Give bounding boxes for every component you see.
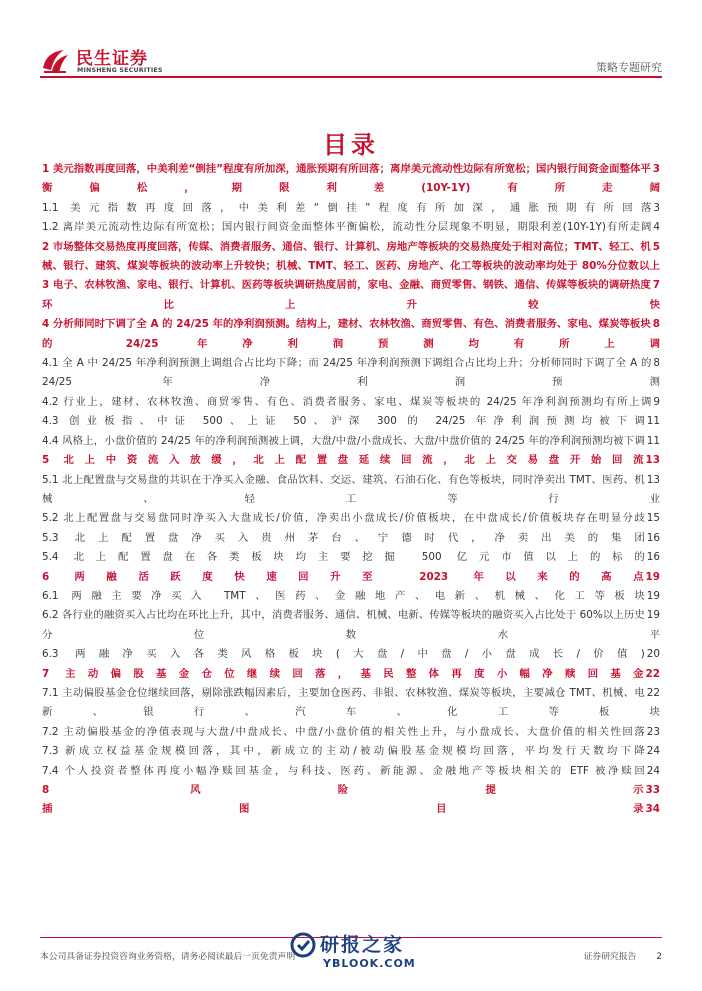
toc-entry-text: 7.2 主动偏股基金的净值表现与大盘/中盘成长、中盘/小盘价值的相关性上升，与小盘成长、大盘价值的相关性回落: [42, 725, 645, 738]
toc-entry-text: 3 电子、农林牧渔、家电、银行、计算机、医药等板块调研热度居前，家电、金融、商贸零售、钢铁、通信、传媒等板块的调研热度环比上升较快: [42, 279, 660, 311]
toc-entry-text: 7.1 主动偏股基金仓位继续回落，剔除涨跌幅因素后，主要加仓医药、非银、农林牧渔、煤炭等板块，主要减仓 TMT、机械、电新、银行、汽车、化工等板块: [42, 686, 660, 719]
footer-disclaimer: 本公司具备证券投资咨询业务资格，请务必阅读最后一页免责声明: [40, 952, 296, 962]
toc-entry-text: 4 分析师同时下调了全 A 的 24/25 年的净利润预测。结构上，建材、农林牧渔、商贸零售、有色、消费者服务、家电、煤炭等板块的 24/25 年净利润预测均有所上调: [42, 318, 660, 350]
toc-page-number: 22: [646, 686, 660, 699]
toc-entry-text: 4.4 风格上，小盘价值的 24/25 年的净利润预测被上调，大盘/中盘/小盘成长、大盘/中盘价值的 24/25 年的净利润预测均被下调: [42, 434, 645, 447]
toc-entry[interactable]: [42, 587, 660, 606]
report-type-label: 策略专题研究: [596, 61, 662, 74]
page-number: 2: [656, 952, 662, 962]
toc-page-number: 8: [653, 357, 660, 370]
toc-page-number: 33: [645, 784, 660, 796]
toc-entry[interactable]: [42, 645, 660, 664]
toc-entry[interactable]: [42, 548, 660, 567]
toc-entry-text: 4.2 行业上，建材、农林牧渔、商贸零售、有色、消费者服务、家电、煤炭等板块的 24/25 年净利润预测均有所上调: [42, 395, 652, 408]
toc-entry[interactable]: [42, 354, 660, 393]
toc-entry[interactable]: [42, 238, 660, 277]
toc-entry[interactable]: [42, 665, 660, 684]
toc-entry-text: 7.3 新成立权益基金规模回落，其中，新成立的主动/被动偏股基金规模均回落，平均发行天数均下降: [42, 745, 645, 758]
page-title: 目录: [323, 131, 379, 159]
toc-page-number: 34: [645, 803, 660, 816]
toc-entry[interactable]: [42, 529, 660, 548]
toc-entry[interactable]: [42, 781, 660, 800]
toc-entry-text: 7 主动偏股基金仓位继续回落，基民整体再度小幅净赎回基金: [42, 667, 644, 680]
toc-entry[interactable]: [42, 315, 660, 354]
toc-entry[interactable]: [42, 276, 660, 315]
toc-page-number: 11: [646, 415, 660, 428]
minsheng-logo-icon: [40, 46, 70, 76]
toc-entry-text: 1 美元指数再度回落，中美利差“倒挂”程度有所加深，通胀预期有所回落；离岸美元流动性边际有所宽松；国内银行间资金面整体平衡偏松，期限利差(10Y-1Y)有所走阔: [42, 163, 660, 195]
toc-entry[interactable]: [42, 218, 660, 237]
toc-page-number: 13: [645, 454, 660, 467]
toc-page-number: 15: [646, 512, 660, 525]
toc-entry[interactable]: [42, 568, 660, 587]
toc-page-number: 23: [646, 725, 660, 738]
toc-entry-text: 1.2 离岸美元流动性边际有所宽松；国内银行间资金面整体平衡偏松，流动性分层现象不明显，期限利差(10Y-1Y)有所走阔: [42, 221, 652, 234]
toc-entry-text: 插图目录: [42, 803, 644, 816]
toc-page-number: 4: [653, 221, 660, 234]
toc-entry-text: 5.4 北上配置盘在各类板块均主要挖掘 500 亿元市值以上的标的: [42, 551, 645, 564]
footer-right: [584, 949, 662, 962]
toc-entry[interactable]: [42, 393, 660, 412]
report-label: 证券研究报告: [583, 952, 637, 962]
toc-entry[interactable]: [42, 800, 660, 819]
toc-page-number: 24: [646, 745, 660, 758]
toc-page-number: 11: [646, 434, 660, 447]
toc-entry[interactable]: [42, 742, 660, 761]
header-divider: [40, 76, 662, 78]
toc-entry[interactable]: [42, 471, 660, 510]
toc-entry[interactable]: [42, 509, 660, 528]
toc-page-number: 9: [653, 395, 660, 408]
toc-page-number: 5: [652, 240, 660, 253]
toc-entry-text: 6.1 两融主要净买入 TMT、医药、金融地产、电新、机械、化工等板块: [42, 589, 645, 602]
toc-entry[interactable]: [42, 451, 660, 470]
watermark-url: YBLOOK.COM: [323, 957, 416, 970]
watermark-text: 研报之家: [320, 934, 405, 956]
toc-page-number: 24: [646, 764, 660, 777]
toc-entry[interactable]: [42, 432, 660, 451]
toc-page-number: 13: [646, 473, 660, 486]
toc-entry-text: 8 风险提示: [42, 784, 644, 796]
toc-entry[interactable]: [42, 412, 660, 431]
toc-page-number: 19: [645, 570, 660, 583]
toc-entry-text: 6 两融活跃度快速回升至 2023 年以来的高点: [42, 570, 644, 583]
toc-entry-text: 5 北上中资流入放缓，北上配置盘延续回流，北上交易盘开始回流: [42, 454, 644, 467]
table-of-contents: [42, 160, 660, 820]
brand-name-cn: 民生证券: [76, 49, 148, 69]
toc-page-number: 20: [646, 648, 660, 661]
toc-entry-text: 5.2 北上配置盘与交易盘同时净买入大盘成长/价值，净卖出小盘成长/价值板块，在中盘成长/价值板块存在明显分歧: [42, 512, 645, 525]
toc-entry-text: 2 市场整体交易热度再度回落，传媒、消费者服务、通信、银行、计算机、房地产等板块的交易热度处于相对高位；TMT、轻工、机械、银行、建筑、煤炭等板块的波动率上升较快；机械、TMT、轻工、医药、房地产、化工等板块的波动率均处于 80%分位数以上: [42, 240, 660, 273]
page-header: [0, 0, 702, 92]
toc-page-number: 16: [646, 531, 660, 544]
toc-entry-text: 4.3 创业板指、中证 500、上证 50、沪深 300 的 24/25 年净利润预测均被下调: [42, 415, 645, 428]
toc-entry-text: 5.3 北上配置盘净买入贵州茅台、宁德时代，净卖出美的集团: [42, 531, 645, 544]
toc-page-number: 19: [646, 609, 660, 622]
toc-entry-text: 1.1 美元指数再度回落，中美利差“倒挂”程度有所加深，通胀预期有所回落: [42, 201, 652, 214]
toc-entry-text: 5.1 北上配置盘与交易盘的共识在于净买入金融、食品饮料、交运、建筑、石油石化、有色等板块，同时净卖出 TMT、医药、机械、轻工等行业: [42, 473, 660, 505]
brand-name-en: MINSHENG SECURITIES: [77, 67, 163, 74]
toc-entry[interactable]: [42, 160, 660, 199]
toc-entry[interactable]: [42, 606, 660, 645]
toc-page-number: 16: [646, 551, 660, 564]
watermark-logo-icon: [290, 932, 316, 958]
watermark: [290, 930, 480, 978]
toc-entry-text: 4.1 全 A 中 24/25 年净利润预测上调组合占比均下降；而 24/25 年净利润预测下调组合占比均上升；分析师同时下调了全 A 的 24/25 年净利润预测: [42, 357, 660, 389]
toc-entry[interactable]: [42, 199, 660, 218]
toc-page-number: 22: [645, 667, 660, 680]
toc-page-number: 3: [652, 163, 660, 175]
toc-entry-text: 6.2 各行业的融资买入占比均在环比上升，其中，消费者服务、通信、机械、电新、传媒等板块的融资买入占比处于 60%以上历史分位数水平: [42, 609, 660, 641]
toc-page-number: 8: [652, 318, 660, 331]
toc-page-number: 3: [653, 201, 660, 214]
toc-page-number: 7: [652, 279, 660, 292]
toc-entry[interactable]: [42, 762, 660, 781]
toc-page-number: 19: [646, 589, 660, 602]
toc-entry[interactable]: [42, 723, 660, 742]
toc-entry-text: 6.3 两融净买入各类风格板块(大盘/中盘/小盘成长/价值): [42, 648, 645, 661]
toc-entry-text: 7.4 个人投资者整体再度小幅净赎回基金，与科技、医药、新能源、金融地产等板块相关的 ETF 被净赎回: [42, 764, 645, 777]
toc-entry[interactable]: [42, 684, 660, 723]
